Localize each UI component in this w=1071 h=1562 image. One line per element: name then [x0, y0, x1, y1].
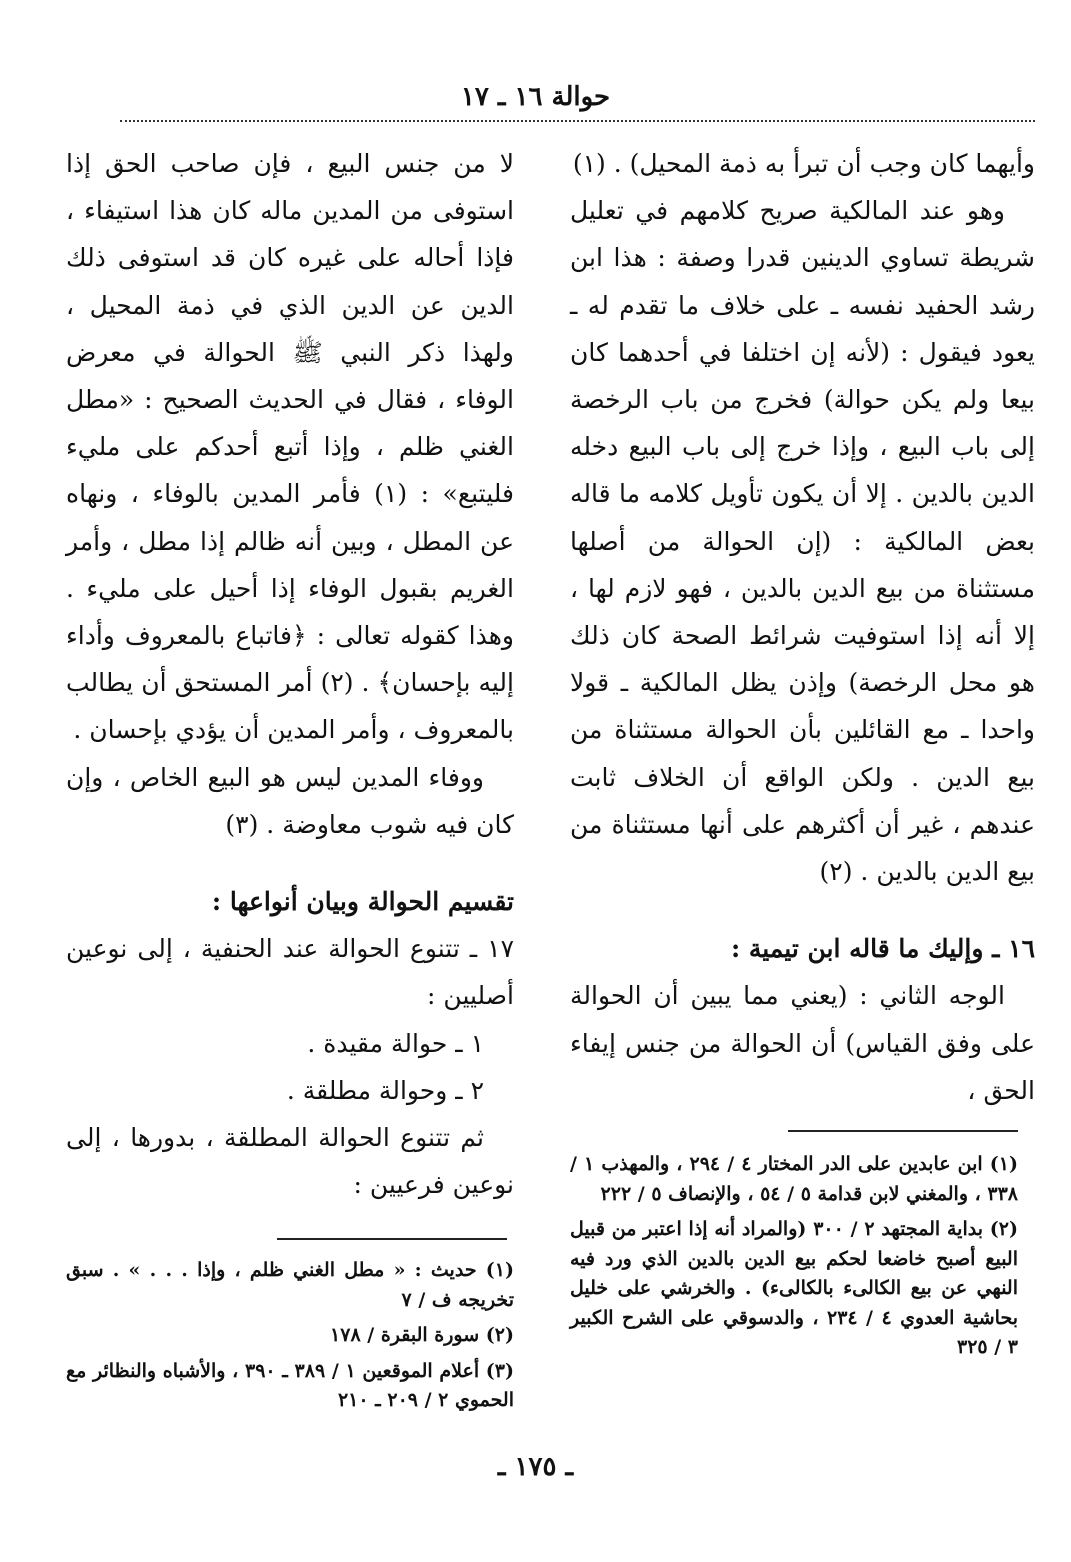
paragraph: وهو عند المالكية صريح كلامهم في تعليل شريطة تساوي الدينين قدرا وصفة : هذا ابن رشد الحفيد نفسه ـ على خلاف ما تقدم له ـ يعود فيقول : (لأنه إن اختلفا في أحدهما كان بيعا ولم يكن حوالة) فخرج من باب الرخصة إلى باب البيع ، وإذا خرج إلى باب البيع دخله الدين بالدين . إلا أن يكون تأويل كلامه ما قاله بعض المالكية : (إن الحوالة من أصلها مستثناة من بيع الدين بالدين ، فهو لازم لها ، إلا أنه إذا استوفيت شرائط الصحة كان ذلك هو محل الرخصة) وإذن يظل المالكية ـ قولا واحدا ـ مع القائلين بأن الحوالة مستثناة من بيع الدين . ولكن الواقع أن الخلاف ثابت عندهم ، غير أن أكثرهم على أنها مستثناة من بيع الدين بالدين . (٢) [570, 196, 1035, 887]
paragraph: وأيهما كان وجب أن تبرأ به ذمة المحيل) . (١) [572, 149, 1035, 178]
left-column [66, 140, 514, 1208]
spacer [66, 848, 514, 878]
list-item: ١ ـ حوالة مقيدة . [307, 1028, 484, 1058]
paragraph: لا من جنس البيع ، فإن صاحب الحق إذا استوفى من المدين ماله كان هذا استيفاء ، فإذا أحاله على غيره كان قد استوفى ذلك الدين عن الدين الذي في ذمة المحيل ، ولهذا ذكر النبي ﷺ الحوالة في معرض الوفاء ، فقال في الحديث الصحيح : «مطل الغني ظلم ، وإذا أتبع أحدكم على مليء فليتبع» : (١) فأمر المدين بالوفاء ، ونهاه عن المطل ، وبين أنه ظالم إذا مطل ، وأمر الغريم بقبول الوفاء إذا أحيل على مليء . وهذا كقوله تعالى : ﴿فاتباع بالمعروف وأداء إليه بإحسان﴾ . (٢) أمر المستحق أن يطالب بالمعروف ، وأمر المدين أن يؤدي بإحسان . [66, 149, 515, 745]
right-column [570, 140, 1035, 1114]
page-number: ـ ١٧٥ ـ [497, 1452, 574, 1482]
header-dotted-rule [120, 120, 1035, 122]
footnote: (١) ابن عابدين على الدر المختار ٤ / ٢٩٤ ، والمهذب ١ / ٣٣٨ ، والمغني لابن قدامة ٥ / ٥٤ ، والإنصاف ٥ / ٢٢٢ [570, 1153, 1019, 1205]
section-heading: تقسيم الحوالة وبيان أنواعها : [211, 887, 514, 917]
section-number-paragraph: ١٦ ـ وإليك ما قاله ابن تيمية : [730, 934, 1035, 964]
footnote: (٢) سورة البقرة / ١٧٨ [330, 1324, 514, 1346]
footnote: (١) حديث : « مطل الغني ظلم ، وإذا . . . » . سبق تخريجه ف / ٧ [66, 1259, 514, 1311]
paragraph: ثم تتنوع الحوالة المطلقة ، بدورها ، إلى نوعين فرعيين : [66, 1123, 514, 1200]
footnotes-right [570, 1150, 1018, 1369]
footnote: (٢) بداية المجتهد ٢ / ٣٠٠ (والمراد أنه إذا اعتبر من قبيل البيع أصبح خاضعا لحكم بيع الدين بالدين الذي ورد فيه النهي عن بيع الكالىء بالكالىء) . والخرشي على خليل بحاشية العدوي ٤ / ٢٣٤ ، والدسوقي على الشرح الكبير ٣ / ٣٢٥ [570, 1218, 1019, 1358]
list-item: ٢ ـ وحوالة مطلقة . [286, 1075, 484, 1105]
footnote-rule-left [277, 1238, 507, 1240]
footnote-rule-right [788, 1130, 1018, 1132]
running-header: حوالة ١٦ ـ ١٧ [460, 82, 611, 112]
footnote: (٣) أعلام الموقعين ١ / ٣٨٩ ـ ٣٩٠ ، والأشباه والنظائر مع الحموي ٢ / ٢٠٩ ـ ٢١٠ [66, 1359, 514, 1411]
paragraph: الوجه الثاني : (يعني مما يبين أن الحوالة على وفق القياس) أن الحوالة من جنس إيفاء الحق ، [570, 981, 1035, 1105]
paragraph: ووفاء المدين ليس هو البيع الخاص ، وإن كان فيه شوب معاوضة . (٣) [66, 762, 514, 839]
spacer [570, 895, 1035, 925]
paragraph: ١٧ ـ تتنوع الحوالة عند الحنفية ، إلى نوعين أصليين : [66, 934, 514, 1011]
footnotes-left [66, 1256, 514, 1422]
